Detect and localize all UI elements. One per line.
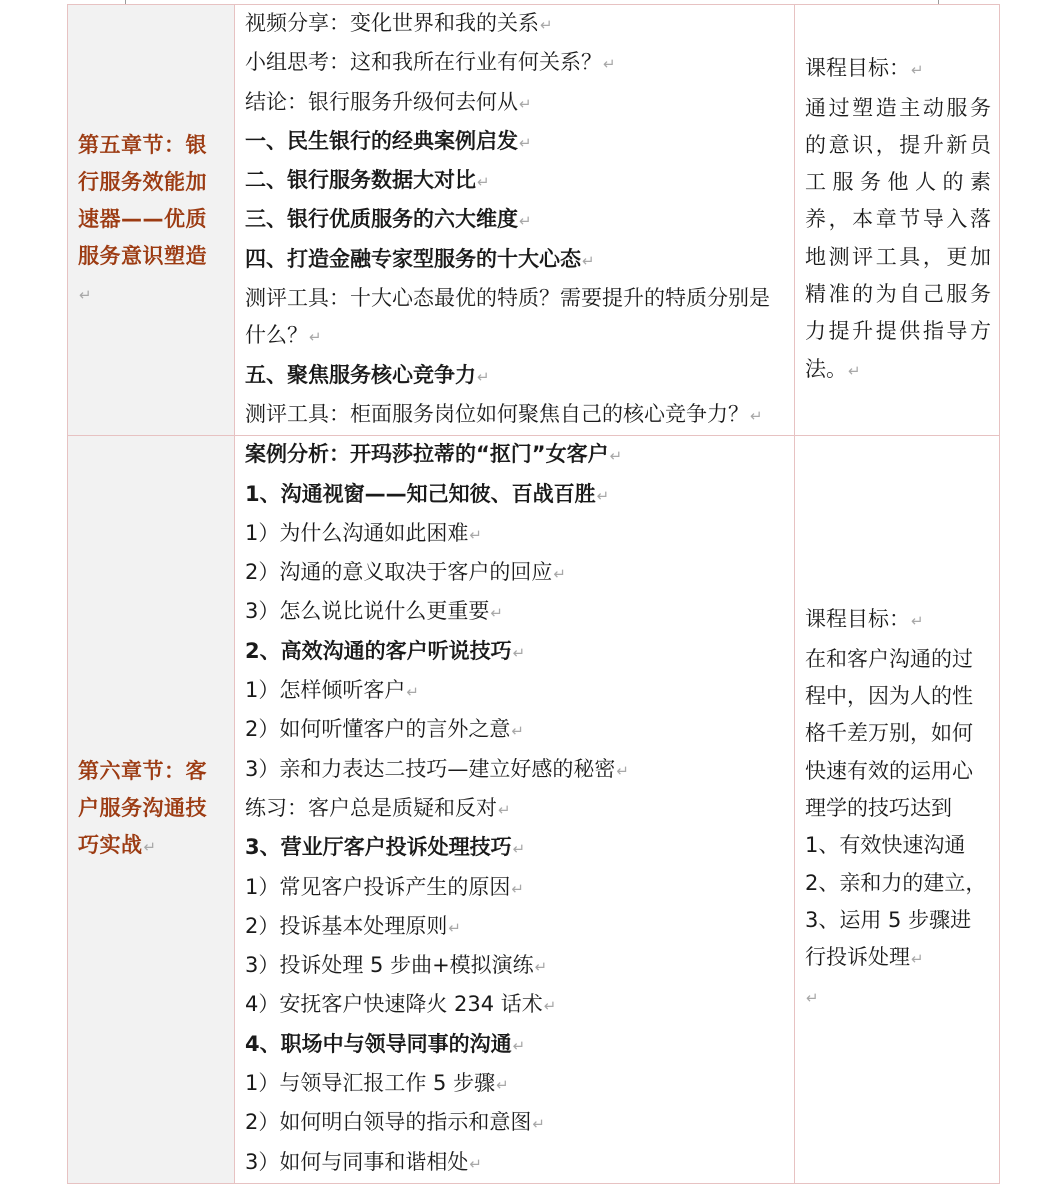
goal-text: 在和客户沟通的过程中，因为人的性格千差万别，如何快速有效的运用心理学的技巧达到 — [805, 646, 973, 820]
content-line: 测评工具：十大心态最优的特质？需要提升的特质分别是什么？ ↵ — [235, 280, 794, 357]
content-line: 3）怎么说比说什么更重要 ↵ — [235, 593, 794, 632]
content-line: 4）安抚客户快速降火 234 话术 ↵ — [235, 986, 794, 1025]
content-line: 2）投诉基本处理原则 ↵ — [235, 908, 794, 947]
chapter-row — [68, 5, 1000, 436]
goal-point: 1、有效快速沟通 — [805, 833, 966, 858]
empty-paragraph — [795, 978, 999, 1017]
section-heading: 2、高效沟通的客户听说技巧 ↵ — [235, 633, 794, 672]
chapter-content-cell — [235, 436, 795, 1184]
goal-label: 课程目标： ↵ — [795, 601, 999, 640]
section-heading: 二、银行服务数据大对比 ↵ — [235, 162, 794, 201]
section-heading: 三、银行优质服务的六大维度 ↵ — [235, 201, 794, 240]
content-line: 1）与领导汇报工作 5 步骤 ↵ — [235, 1065, 794, 1104]
content-line: 1）怎样倾听客户 ↵ — [235, 672, 794, 711]
content-line: 结论：银行服务升级何去何从 ↵ — [235, 84, 794, 123]
content-line: 3）投诉处理 5 步曲+模拟演练 ↵ — [235, 947, 794, 986]
section-heading: 四、打造金融专家型服务的十大心态 ↵ — [235, 241, 794, 280]
chapter-title-cell — [68, 436, 235, 1184]
chapter-title-cell — [68, 5, 235, 436]
chapter-title: 第六章节：客户服务沟通技巧实战 ↵ — [68, 753, 234, 866]
course-outline-table — [67, 4, 1000, 1184]
section-heading: 一、民生银行的经典案例启发 ↵ — [235, 123, 794, 162]
content-line: 3）亲和力表达二技巧—建立好感的秘密 ↵ — [235, 751, 794, 790]
content-line: 小组思考：这和我所在行业有何关系？ ↵ — [235, 44, 794, 83]
content-line: 1）常见客户投诉产生的原因 ↵ — [235, 869, 794, 908]
goal-label: 课程目标： ↵ — [795, 50, 999, 89]
section-heading: 案例分析：开玛莎拉蒂的“抠门”女客户 ↵ — [235, 436, 794, 475]
content-line: 2）如何明白领导的指示和意图 ↵ — [235, 1104, 794, 1143]
content-line: 1）为什么沟通如此困难 ↵ — [235, 515, 794, 554]
chapter-row — [68, 436, 1000, 1184]
content-line: 2）如何听懂客户的言外之意 ↵ — [235, 711, 794, 750]
goal-point: 2、亲和力的建立，3、运用 5 步骤进行投诉处理 ↵ — [795, 865, 999, 979]
section-heading: 1、沟通视窗——知己知彼、百战百胜 ↵ — [235, 476, 794, 515]
chapter-content-cell — [235, 5, 795, 436]
content-line: 练习：客户总是质疑和反对 ↵ — [235, 790, 794, 829]
section-heading: 3、营业厅客户投诉处理技巧 ↵ — [235, 829, 794, 868]
content-line: 视频分享：变化世界和我的关系 ↵ — [235, 5, 794, 44]
content-line: 3）如何与同事和谐相处 ↵ — [235, 1144, 794, 1183]
section-heading: 4、职场中与领导同事的沟通 ↵ — [235, 1026, 794, 1065]
content-line: 2）沟通的意义取决于客户的回应 ↵ — [235, 554, 794, 593]
section-heading: 五、聚焦服务核心竞争力 ↵ — [235, 357, 794, 396]
goal-text: 通过塑造主动服务的意识，提升新员工服务他人的素养，本章节导入落地测评工具，更加精准的为自己服务力提升提供指导方法。 ↵ — [795, 90, 999, 390]
chapter-title: 第五章节：银行服务效能加速器——优质服务意识塑造 ↵ — [68, 127, 234, 314]
course-goal-cell — [795, 5, 1000, 436]
course-goal-cell — [795, 436, 1000, 1184]
content-line: 测评工具：柜面服务岗位如何聚焦自己的核心竞争力？ ↵ — [235, 396, 794, 435]
